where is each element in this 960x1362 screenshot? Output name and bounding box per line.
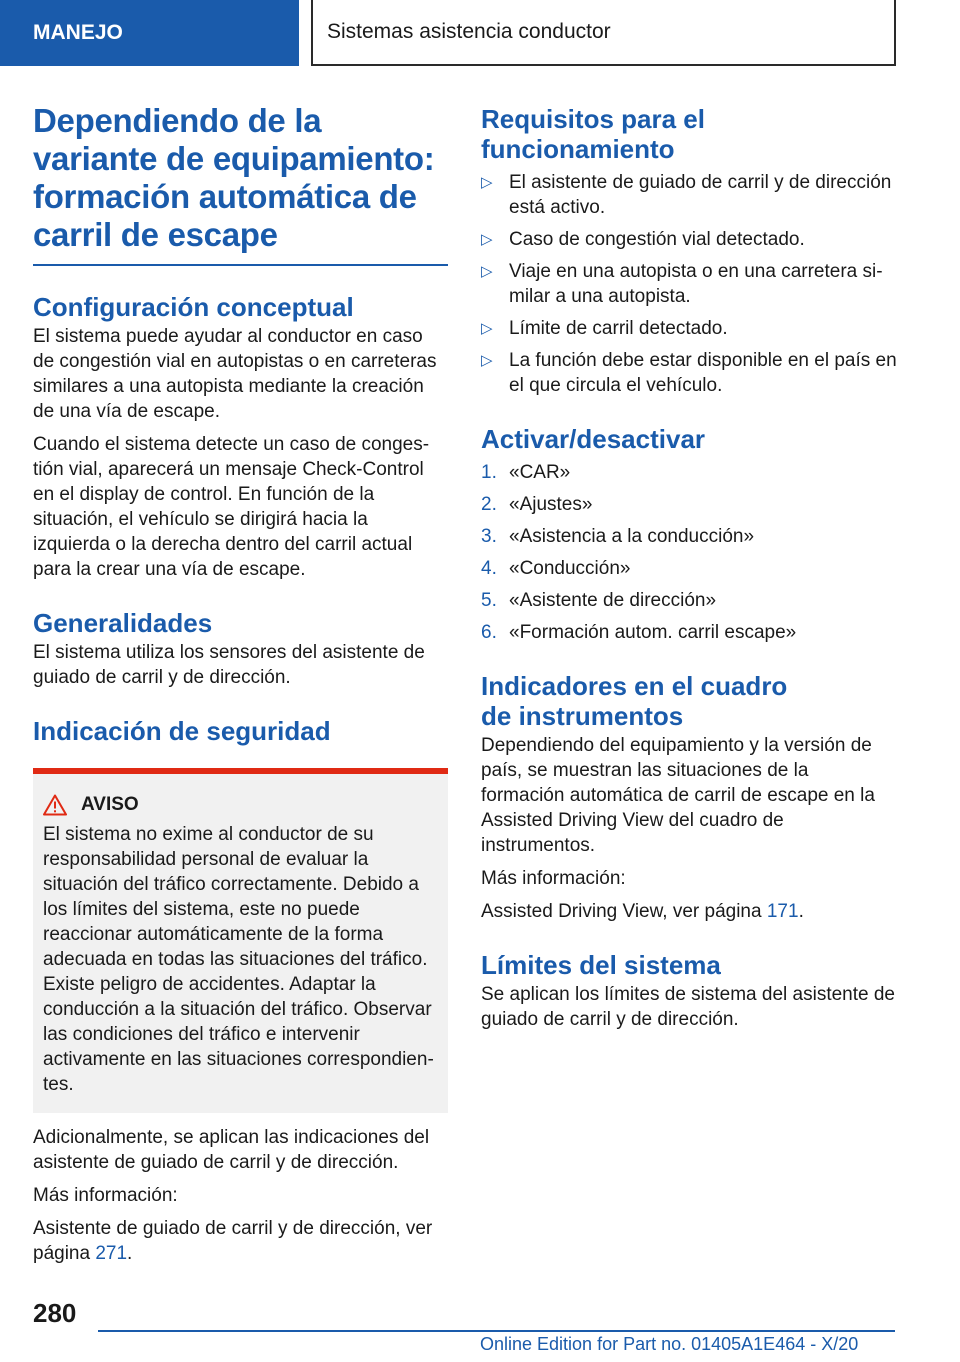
warning-header [43, 794, 438, 816]
right-column [481, 96, 897, 1040]
list-item [481, 170, 897, 220]
additional-paragraph: Adicionalmente, se aplican las indicaciones del asistente de guiado de carril y de dirección. [33, 1127, 430, 1173]
page-link-271[interactable]: 271 [95, 1243, 128, 1264]
reference-paragraph [481, 899, 897, 924]
reference-text: Asistente de guiado de carril y de dirección, ver página [33, 1218, 433, 1264]
safety-heading: Indicación de seguridad [33, 716, 331, 746]
triangle-bullet-icon: ▷ [481, 320, 493, 337]
indicators-heading [481, 671, 897, 731]
page-link-171[interactable]: 171 [766, 901, 799, 922]
footer-divider [98, 1330, 895, 1332]
section-tab: MANEJO [0, 0, 299, 66]
more-info-label: Más información: [33, 1185, 178, 1206]
concept-heading: Configuración conceptual [33, 292, 354, 322]
step-text: «Conducción» [509, 558, 631, 579]
list-item-text: Viaje en una autopista o en una carretera similar a una autopista. [509, 261, 883, 307]
indicators-heading-line-2: de instrumentos [481, 701, 684, 731]
concept-paragraph-2: Cuando el sistema detecte un caso de congestión vial, aparecerá un mensaje Check-Control en el display de control. En función de la situación, el vehículo se dirigirá hacia la izquierda o la derecha dentro del carril actual para la crear una vía de escape. [33, 434, 430, 580]
left-column [33, 96, 448, 1274]
page-number: 280 [33, 1298, 77, 1328]
list-item [481, 227, 897, 252]
more-info-label: Más información: [481, 868, 626, 889]
limits-heading: Límites del sistema [481, 950, 721, 980]
chapter-tab: Sistemas asistencia conductor [311, 0, 896, 66]
page-title: Dependiendo de la variante de equipamiento: formación automática de carril de escape [33, 96, 448, 266]
triangle-bullet-icon: ▷ [481, 352, 493, 369]
step-number: 2. [481, 494, 497, 515]
list-item-text: Límite de carril detectado. [509, 318, 728, 339]
triangle-bullet-icon: ▷ [481, 263, 493, 280]
activate-heading: Activar/desactivar [481, 424, 706, 454]
general-heading: Generalidades [33, 608, 213, 638]
concept-paragraph-1: El sistema puede ayudar al conductor en caso de congestión vial en autopistas o en carreteras similares a una autopista mediante la creación de una vía de escape. [33, 326, 437, 422]
limits-paragraph: Se aplican los límites de sistema del asistente de guiado de carril y de dirección. [481, 984, 895, 1030]
indicators-heading-line-1: Indicadores en el cuadro [481, 671, 788, 701]
step-text: «Asistencia a la conducción» [509, 526, 755, 547]
warning-label: AVISO [81, 794, 139, 815]
list-item [481, 348, 897, 398]
footer-edition: Online Edition for Part no. 01405A1E464 - X/20 [480, 1334, 859, 1354]
general-paragraph: El sistema utiliza los sensores del asistente de guiado de carril y de dirección. [33, 642, 425, 688]
step-item [481, 492, 897, 517]
step-number: 6. [481, 622, 497, 643]
step-item [481, 556, 897, 581]
step-item [481, 620, 897, 645]
activation-steps [481, 460, 897, 645]
step-text: «Asistente de dirección» [509, 590, 717, 611]
step-number: 5. [481, 590, 497, 611]
step-item [481, 524, 897, 549]
list-item-text: La función debe estar disponible en el país en el que circula el vehículo. [509, 350, 897, 396]
warning-triangle-icon [43, 794, 67, 816]
list-item [481, 316, 897, 341]
reference-end: . [127, 1243, 133, 1264]
list-item [481, 259, 897, 309]
indicators-paragraph: Dependiendo del equipamiento y la versión de país, se muestran las situaciones de la formación automática de carril de escape en la Assisted Driving View del cuadro de instrumentos. [481, 735, 875, 856]
triangle-bullet-icon: ▷ [481, 174, 493, 191]
requirements-heading: Requisitos para el funcionamiento [481, 104, 705, 164]
triangle-bullet-icon: ▷ [481, 231, 493, 248]
step-item [481, 588, 897, 613]
page-header [0, 0, 960, 66]
step-text: «Formación autom. carril escape» [509, 622, 797, 643]
step-number: 3. [481, 526, 497, 547]
step-number: 4. [481, 558, 497, 579]
step-number: 1. [481, 462, 497, 483]
step-text: «CAR» [509, 462, 571, 483]
requirements-list [481, 170, 897, 398]
step-item [481, 460, 897, 485]
list-item-text: Caso de congestión vial detectado. [509, 229, 805, 250]
warning-text: El sistema no exime al conductor de su responsabilidad personal de evaluar la situación del tráfico correctamente. Debido a los límites del sistema, este no puede reaccionar automáticamente de la forma adecuada en todas las situaciones del tráfico. Existe peligro de accidentes. Adaptar la conducción a la situación del tráfico. Observar las condiciones del tráfico e intervenir activamente en las situaciones correspondientes. [43, 824, 434, 1095]
reference-end: . [798, 901, 804, 922]
list-item-text: El asistente de guiado de carril y de dirección está activo. [509, 172, 892, 218]
reference-paragraph [33, 1216, 448, 1266]
step-text: «Ajustes» [509, 494, 593, 515]
reference-text: Assisted Driving View, ver página [481, 901, 767, 922]
warning-box [33, 768, 448, 1113]
